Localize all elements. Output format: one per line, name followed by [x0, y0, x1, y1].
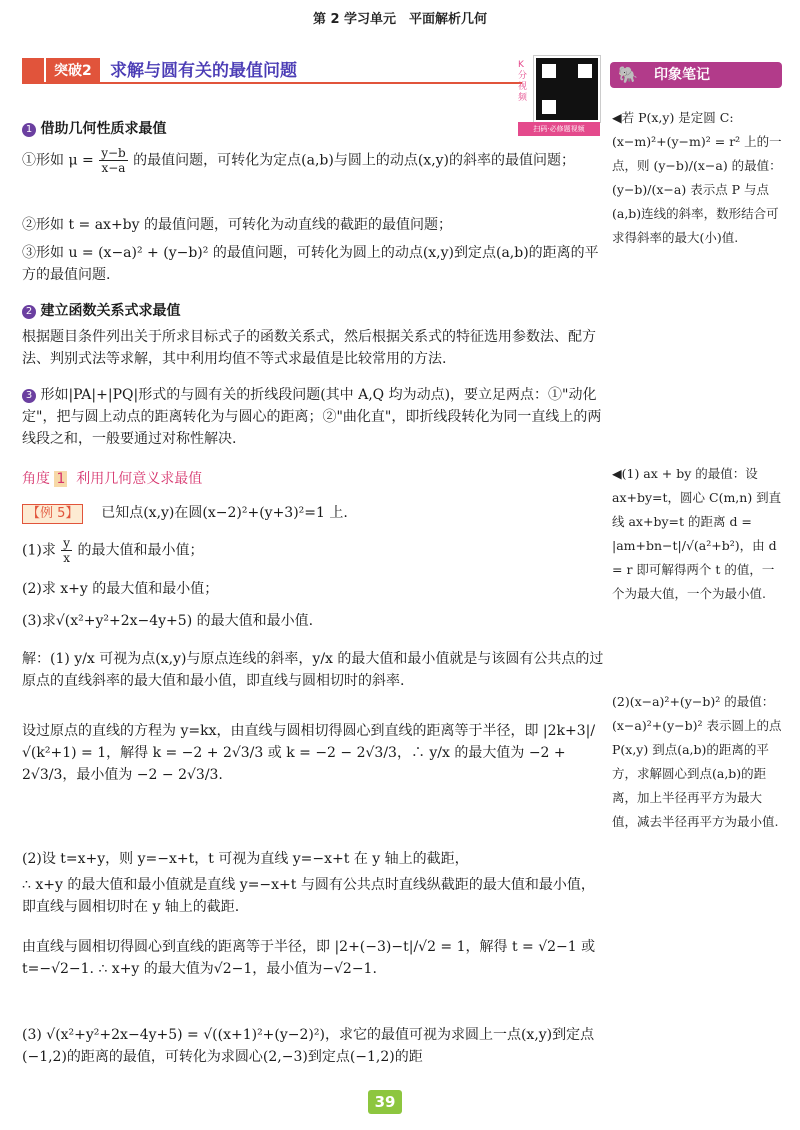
- notes-header: [610, 62, 782, 88]
- fraction: $\frac{y-b}{x-a}$: [101, 146, 126, 175]
- qr-caption: 扫码·必修题视频: [518, 122, 600, 136]
- example-tag: 【例 5】: [22, 504, 83, 524]
- running-header: 第 2 学习单元 平面解析几何: [312, 12, 488, 27]
- side-note-3: (2)(x−a)²+(y−b)² 的最值：(x−a)²+(y−b)² 表示圆上的点 P(x,y) 到点(a,b)的距离的平方，求解圆心到点(a,b)的距离，加上半径再平方为最大值，减去半径再平方为最小值.: [612, 694, 782, 829]
- solution-2-part-c: 由直线与圆相切得圆心到直线的距离等于半径，即 |2+(−3)−t|/√2 = 1，解得 t = √2−1 或 t=−√2−1. ∴ x+y 的最大值为√2−1，最小值为−√2−1.: [22, 939, 596, 977]
- example-statement: 【例 5】 已知点(x,y)在圆(x−2)²+(y+3)²=1 上.: [22, 500, 604, 526]
- fraction: $\frac{y}{x}$: [63, 536, 71, 565]
- solution-1-part-b: 设过原点的直线的方程为 y=kx，由直线与圆相切得圆心到直线的距离等于半径，即 |2k+3|/√(k²+1) = 1，解得 k = −2 + 2√3/3 或 k = −2 − 2√3/3，∴ y/x 的最大值为 −2 + 2√3/3，最小值为 −2 − 2√3/3.: [22, 723, 596, 783]
- subsection-title: 建立函数关系式求最值: [40, 303, 181, 319]
- subsection-2-text: 根据题目条件列出关于所求目标式子的函数关系式，然后根据关系式的特征选用参数法、配方法、判别式法等求解，其中利用均值不等式求最值是比较常用的方法.: [22, 329, 596, 367]
- subsection-3-text: 3 形如|PA|+|PQ|形式的与圆有关的折线段问题(其中 A,Q 均为动点)，要立足两点：①"动化定"，把与圆上动点的距离转化为与圆心的距离；②"曲化直"，即折线段转化为同一直线上的两线段之和，一般要通过对称性解决.: [22, 387, 602, 447]
- qr-code-icon[interactable]: [534, 56, 600, 122]
- section-title: 求解与圆有关的最值问题: [110, 61, 297, 81]
- side-note-2: ◀(1) ax + by 的最值：设 ax+by=t，圆心 C(m,n) 到直线 ax+by=t 的距离 d = |am+bn−t|/√(a²+b²)，由 d = r 即可解得两个 t 的值，一个为最大值，一个为最小值.: [612, 466, 782, 601]
- angle-heading: 角度 1 利用几何意义求最值: [22, 471, 203, 487]
- banner-divider: [22, 82, 522, 84]
- section-banner: [22, 58, 590, 84]
- page-number: 39: [368, 1090, 402, 1114]
- solution-1-part-a: 解：(1) y/x 可视为点(x,y)与原点连线的斜率，y/x 的最大值和最小值就是与该圆有公共点的过原点的直线斜率的最大值和最小值，即直线与圆相切时的斜率.: [22, 651, 604, 689]
- subsection-2-heading: [22, 298, 604, 324]
- item-2: ②形如 t = ax+by 的最值问题，可转化为动直线的截距的最值问题；: [22, 217, 452, 233]
- subsection-number: 1: [22, 123, 36, 137]
- subsection-number: 3: [22, 389, 36, 403]
- question-3: (3)求√(x²+y²+2x−4y+5) 的最大值和最小值.: [22, 613, 314, 629]
- elephant-icon: 🐘: [618, 65, 638, 84]
- subsection-1-heading: [22, 116, 604, 142]
- section-tag: 突破2: [46, 58, 100, 84]
- qr-side-label: K分视频: [518, 60, 528, 103]
- question-2: (2)求 x+y 的最大值和最小值；: [22, 581, 219, 597]
- item-1: ①形如 μ = $\frac{y-b}{x-a}$ 的最值问题，可转化为定点(a,b)与圆上的动点(x,y)的斜率的最值问题；: [22, 146, 576, 175]
- notes-title: 印象笔记: [654, 67, 710, 83]
- solution-2-part-a: (2)设 t=x+y，则 y=−x+t，t 可视为直线 y=−x+t 在 y 轴上的截距，: [22, 851, 469, 867]
- solution-3: (3) √(x²+y²+2x−4y+5) = √((x+1)²+(y−2)²)，求它的最值可视为求圆上一点(x,y)到定点(−1,2)的距离的最值，可转化为求圆心(2,−3)到定点(−1,2)的距: [22, 1027, 595, 1065]
- side-note-1: ◀若 P(x,y) 是定圆 C:(x−m)²+(y−m)² = r² 上的一点，则 (y−b)/(x−a) 的最值：(y−b)/(x−a) 表示点 P 与点(a,b)连线的斜率，数形结合可求得斜率的最大(小)值.: [612, 110, 782, 245]
- item-3: ③形如 u = (x−a)² + (y−b)² 的最值问题，可转化为圆上的动点(x,y)到定点(a,b)的距离的平方的最值问题.: [22, 245, 599, 283]
- subsection-number: 2: [22, 305, 36, 319]
- question-1: (1)求 $\frac{y}{x}$ 的最大值和最小值；: [22, 536, 204, 565]
- banner-bar: [22, 58, 44, 84]
- solution-2-part-b: ∴ x+y 的最大值和最小值就是直线 y=−x+t 与圆有公共点时直线纵截距的最大值和最小值，即直线与圆相切时在 y 轴上的截距.: [22, 877, 595, 915]
- subsection-title: 借助几何性质求最值: [40, 121, 167, 137]
